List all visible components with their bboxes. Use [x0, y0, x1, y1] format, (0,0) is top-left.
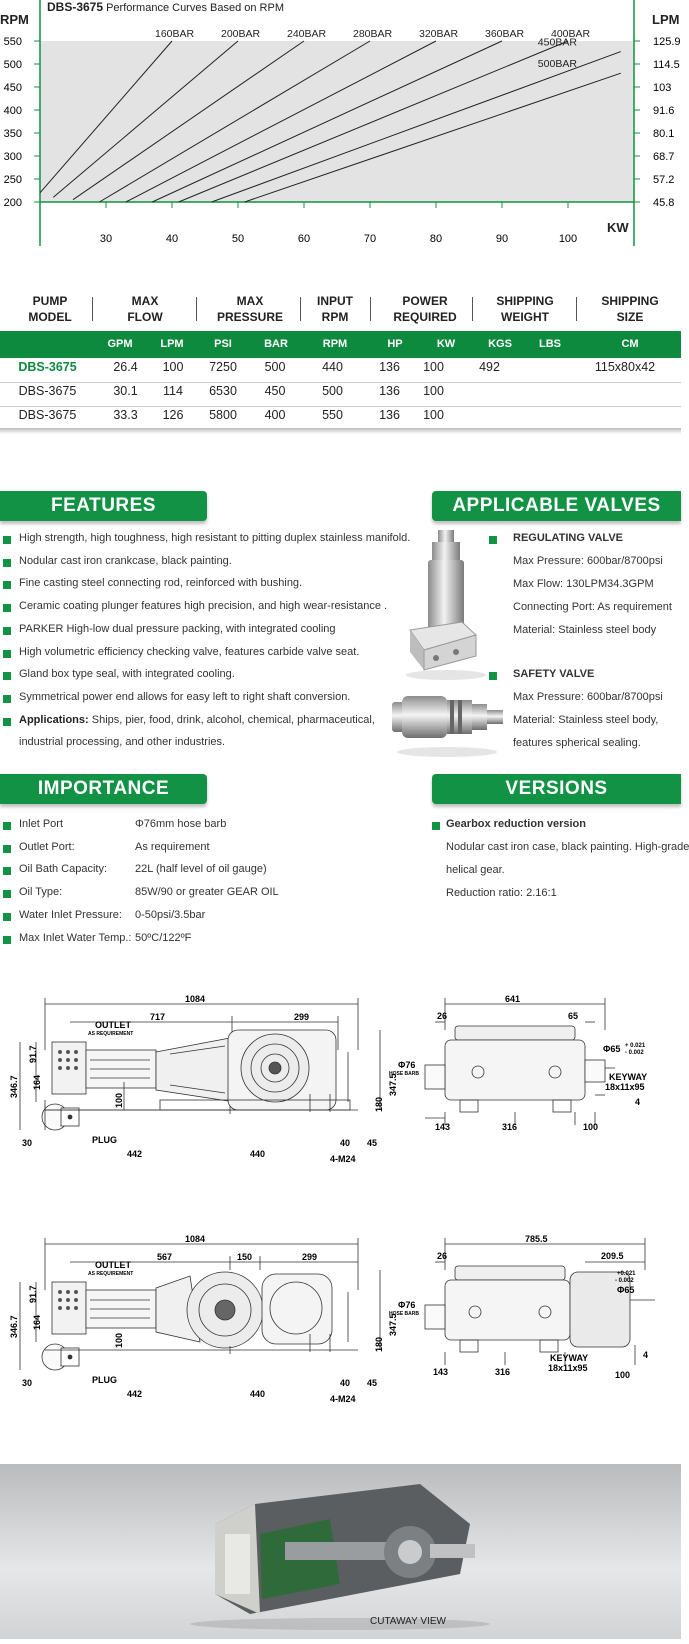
- dim-26: 26: [437, 1251, 448, 1261]
- bullet: [3, 867, 11, 875]
- feature-item: Fine casting steel connecting rod, reinforced with bushing.: [19, 577, 303, 590]
- series-label: 360BAR: [485, 28, 525, 40]
- y2-tick-label: 68.7: [653, 151, 675, 163]
- regulating-valve-image: [396, 530, 506, 680]
- dim-346-7: 346.7: [9, 1315, 19, 1338]
- plug-label: PLUG: [92, 1135, 118, 1145]
- row-divider: [0, 406, 681, 407]
- table-cell: 100: [423, 384, 444, 398]
- regulating-line: Max Flow: 130LPM34.3GPM: [513, 578, 654, 590]
- series-label: 320BAR: [419, 28, 459, 40]
- table-cell: 115x80x42: [594, 360, 656, 374]
- bullet: [3, 718, 11, 726]
- tol-plus: + 0.021: [625, 1043, 646, 1049]
- importance-value: 85W/90 or greater GEAR OIL: [135, 886, 279, 899]
- unit-cm: CM: [621, 338, 639, 350]
- unit-gpm: GPM: [107, 338, 133, 350]
- unit-psi: PSI: [214, 338, 232, 350]
- series-label: 240BAR: [287, 28, 327, 40]
- as-req-label: AS REQUIREMENT: [88, 1031, 134, 1037]
- phi-76: Φ76: [398, 1300, 416, 1310]
- feature-item: PARKER High-low dual pressure packing, with integrated cooling: [19, 622, 336, 635]
- table-cell: 136: [379, 360, 400, 374]
- table-cell: 7250: [209, 360, 237, 374]
- dim-316: 316: [495, 1367, 511, 1377]
- dim-total: 1084: [185, 994, 206, 1004]
- importance-value: 50ºC/122ºF: [135, 931, 192, 944]
- bullet: [432, 822, 440, 830]
- importance-value: Φ76mm hose barb: [135, 818, 227, 830]
- th-shipping-size: SHIPPING SIZE: [601, 294, 659, 324]
- tol-plus: +0.021: [617, 1271, 636, 1277]
- cutaway-image: [0, 1464, 681, 1639]
- unit-lbs: LBS: [539, 338, 561, 350]
- y2-tick-label: 103: [653, 82, 672, 94]
- dim-299: 299: [302, 1252, 318, 1262]
- x-tick-label: 60: [297, 233, 311, 245]
- table-cell: 136: [379, 384, 400, 398]
- unit-lpm: LPM: [160, 338, 184, 350]
- valves-banner: APPLICABLE VALVES: [432, 491, 681, 521]
- dim-785-5: 785.5: [525, 1234, 548, 1244]
- keyway-size: 18x11x95: [605, 1082, 645, 1092]
- safety-line: features spherical sealing.: [513, 737, 641, 749]
- dim-91-7: 91.7: [28, 1045, 38, 1063]
- applications-text: Ships, pier, food, drink, alcohol, chemical, pharmaceutical,: [91, 713, 375, 726]
- th-power-required: POWER REQUIRED: [393, 294, 457, 324]
- tol-minus: - 0.002: [615, 1278, 634, 1284]
- th-divider: [472, 297, 473, 321]
- x-tick-label: 70: [363, 233, 377, 245]
- table-model-cell: DBS-3675: [18, 408, 77, 422]
- dim-100: 100: [583, 1122, 599, 1132]
- cutaway-caption: CUTAWAY VIEW: [370, 1616, 446, 1627]
- y-tick-label: 450: [3, 82, 22, 94]
- keyway-label: KEYWAY: [550, 1353, 589, 1363]
- feature-item: Symmetrical power end allows for easy left to right shaft conversion.: [19, 690, 351, 703]
- y-tick-label: 300: [3, 151, 22, 163]
- th-divider: [300, 297, 301, 321]
- unit-kgs: KGS: [488, 338, 512, 350]
- y2-tick-label: 57.2: [653, 174, 675, 186]
- dim-65: 65: [568, 1011, 579, 1021]
- importance-label: Oil Type:: [19, 886, 63, 899]
- dim-143: 143: [435, 1122, 451, 1132]
- safety-valve-image: [392, 690, 507, 760]
- y-tick-label: 200: [3, 197, 22, 209]
- th-pump-model: PUMP MODEL: [28, 294, 72, 324]
- x-tick-label: 30: [99, 233, 113, 245]
- chart-svg: [0, 0, 681, 250]
- bullet: [3, 913, 11, 921]
- bullet: [3, 672, 11, 680]
- keyway-size: 18x11x95: [548, 1363, 588, 1373]
- th-shipping-weight: SHIPPING WEIGHT: [496, 294, 554, 324]
- dim-442: 442: [127, 1389, 143, 1399]
- regulating-valve-name: REGULATING VALVE: [513, 532, 623, 544]
- dim-347-5: 347.5: [388, 1073, 398, 1096]
- importance-value: 22L (half level of oil gauge): [135, 863, 267, 876]
- y2-tick-label: 125.9: [653, 36, 681, 48]
- applications-text-cont: industrial processing, and other industries.: [19, 736, 226, 749]
- dim-4: 4: [635, 1097, 641, 1107]
- y-tick-label: 550: [3, 36, 22, 48]
- x-tick-label: 100: [558, 233, 578, 245]
- drawing-side-view-2: [0, 1230, 400, 1410]
- bullet: [3, 890, 11, 898]
- dim-717: 717: [150, 1012, 166, 1022]
- y-tick-label: 250: [3, 174, 22, 186]
- unit-kw: KW: [436, 338, 456, 350]
- unit-hp: HP: [387, 338, 403, 350]
- safety-line: Max Pressure: 600bar/8700psi: [513, 691, 663, 703]
- bullet: [489, 536, 497, 544]
- table-cell: 126: [162, 408, 184, 422]
- table-cell: 30.1: [113, 384, 138, 398]
- dim-346-7: 346.7: [9, 1075, 19, 1098]
- table-cell: 114: [163, 384, 183, 398]
- y2-tick-label: 80.1: [653, 128, 675, 140]
- bullet: [3, 650, 11, 658]
- dim-316: 316: [502, 1122, 518, 1132]
- chart-title: [47, 0, 284, 14]
- importance-banner: IMPORTANCE: [0, 774, 207, 804]
- table-cell: 400: [264, 408, 286, 422]
- dim-45: 45: [367, 1138, 378, 1148]
- importance-label: Inlet Port: [19, 818, 64, 830]
- unit-rpm: RPM: [322, 338, 348, 350]
- table-cell: 550: [322, 408, 343, 422]
- dim-4-m24: 4-M24: [330, 1154, 356, 1164]
- dim-45: 45: [367, 1378, 378, 1388]
- dim-100: 100: [615, 1370, 631, 1380]
- row-divider: [0, 382, 681, 383]
- table-cell: 500: [322, 384, 343, 398]
- th-divider: [370, 297, 371, 321]
- series-label: 500BAR: [537, 58, 577, 71]
- table-cell: 450: [264, 384, 286, 398]
- table-model-cell: DBS-3675: [18, 384, 77, 398]
- series-label: 450BAR: [537, 36, 577, 49]
- phi-76: Φ76: [398, 1060, 416, 1070]
- x-tick-label: 80: [429, 233, 443, 245]
- bullet: [3, 695, 11, 703]
- dim-299: 299: [294, 1012, 310, 1022]
- series-label: 200BAR: [221, 28, 261, 40]
- bullet: [3, 604, 11, 612]
- dim-442: 442: [127, 1149, 143, 1159]
- regulating-line: Connecting Port: As requirement: [513, 601, 672, 613]
- performance-chart: [0, 0, 681, 250]
- table-cell: 33.3: [113, 408, 138, 422]
- dim-641: 641: [505, 994, 521, 1004]
- y-right-unit: LPM: [652, 12, 680, 27]
- x-tick-label: 90: [495, 233, 509, 245]
- bullet: [3, 845, 11, 853]
- dim-209-5: 209.5: [601, 1251, 624, 1261]
- cutaway-panel: [0, 1464, 681, 1639]
- applications-label: Applications:: [19, 713, 89, 726]
- table-model-cell: DBS-3675: [18, 360, 77, 374]
- version-name: Gearbox reduction version: [446, 818, 586, 830]
- dim-347-5: 347.5: [388, 1313, 398, 1336]
- series-label: 400BAR: [551, 28, 591, 40]
- safety-valve-name: SAFETY VALVE: [513, 668, 595, 680]
- feature-item: High volumetric efficiency checking valve, features carbide valve seat.: [19, 645, 360, 658]
- dim-100: 100: [114, 1332, 124, 1348]
- outlet-label: OUTLET: [95, 1020, 131, 1030]
- features-banner: FEATURES: [0, 491, 207, 521]
- importance-value: 0-50psi/3.5bar: [135, 908, 206, 921]
- table-cell: 100: [423, 360, 444, 374]
- regulating-line: Material: Stainless steel body: [513, 624, 657, 636]
- importance-label: Max Inlet Water Temp.:: [19, 931, 132, 944]
- dim-30: 30: [22, 1378, 33, 1388]
- dim-total: 1084: [185, 1234, 206, 1244]
- y-tick-label: 500: [3, 59, 22, 71]
- y-left-unit: RPM: [0, 12, 29, 27]
- bullet: [3, 627, 11, 635]
- dim-100: 100: [114, 1092, 124, 1108]
- feature-item: Gland box type seal, with integrated cooling.: [19, 668, 235, 681]
- bullet: [489, 672, 497, 680]
- dim-180: 180: [374, 1096, 384, 1112]
- version-line: Reduction ratio: 2.16:1: [446, 887, 557, 899]
- safety-line: Material: Stainless steel body,: [513, 714, 659, 726]
- dim-150: 150: [237, 1252, 253, 1262]
- th-input-rpm: INPUT RPM: [317, 294, 353, 324]
- bullet: [3, 536, 11, 544]
- dim-91-7: 91.7: [28, 1285, 38, 1303]
- hose-barb-label: HOSE BARB: [389, 1071, 420, 1077]
- feature-item: Nodular cast iron crankcase, black painting.: [19, 554, 232, 567]
- table-cell: 5800: [209, 408, 237, 422]
- dim-40: 40: [340, 1138, 351, 1148]
- importance-label: Oil Bath Capacity:: [19, 863, 108, 876]
- table-cell: 500: [264, 360, 286, 374]
- table-cell: 26.4: [113, 360, 138, 374]
- th-divider: [92, 297, 93, 321]
- plug-label: PLUG: [92, 1375, 118, 1385]
- dim-440: 440: [250, 1389, 266, 1399]
- bullet: [3, 581, 11, 589]
- table-cell: 136: [379, 408, 400, 422]
- series-label: 160BAR: [155, 28, 195, 40]
- importance-label: Water Inlet Pressure:: [19, 908, 122, 921]
- dim-164: 164: [32, 1074, 42, 1090]
- y2-tick-label: 91.6: [653, 105, 675, 117]
- table-cell: 6530: [209, 384, 237, 398]
- y-tick-label: 400: [3, 105, 22, 117]
- phi-65: Φ65: [603, 1044, 621, 1054]
- feature-item: Ceramic coating plunger features high precision, and high wear-resistance .: [19, 600, 388, 613]
- applications-item: [19, 714, 375, 726]
- dim-180: 180: [374, 1336, 384, 1352]
- drawing-side-view-1: [0, 990, 400, 1170]
- tol-minus: - 0.002: [625, 1050, 644, 1056]
- table-cell: 492: [479, 360, 500, 374]
- bullet: [3, 936, 11, 944]
- x-tick-label: 40: [165, 233, 179, 245]
- table-cell: 440: [322, 360, 343, 374]
- x-unit: KW: [607, 220, 629, 235]
- dim-567: 567: [157, 1252, 173, 1262]
- x-tick-label: 50: [231, 233, 245, 245]
- keyway-label: KEYWAY: [609, 1072, 648, 1082]
- dim-26: 26: [437, 1011, 448, 1021]
- as-req-label: AS REQUIREMENT: [88, 1271, 134, 1277]
- dim-40: 40: [340, 1378, 351, 1388]
- regulating-line: Max Pressure: 600bar/8700psi: [513, 555, 663, 567]
- table-shadow: [0, 428, 681, 434]
- dim-143: 143: [433, 1367, 449, 1377]
- table-cell: 100: [162, 360, 184, 374]
- th-max-pressure: MAX PRESSURE: [216, 294, 284, 324]
- dim-164: 164: [32, 1314, 42, 1330]
- dim-4-m24: 4-M24: [330, 1394, 356, 1404]
- series-label: 280BAR: [353, 28, 393, 40]
- feature-item: High strength, high toughness, high resistant to pitting duplex stainless manifold.: [19, 532, 411, 544]
- th-max-flow: MAX FLOW: [127, 294, 163, 324]
- phi-65: Φ65: [617, 1285, 635, 1295]
- chart-model: DBS-3675: [47, 0, 104, 14]
- th-divider: [196, 297, 197, 321]
- dim-440: 440: [250, 1149, 266, 1159]
- unit-bar: BAR: [264, 338, 288, 350]
- y2-tick-label: 114.5: [653, 59, 680, 71]
- outlet-label: OUTLET: [95, 1260, 131, 1270]
- table-cell: 100: [423, 408, 444, 422]
- hose-barb-label: HOSE BARB: [389, 1311, 420, 1317]
- importance-value: As requirement: [135, 840, 210, 853]
- th-divider: [576, 297, 577, 321]
- chart-subtitle: Performance Curves Based on RPM: [106, 2, 285, 14]
- dim-30: 30: [22, 1138, 33, 1148]
- version-line: helical gear.: [446, 864, 505, 876]
- bullet: [3, 559, 11, 567]
- importance-label: Outlet Port:: [19, 840, 75, 853]
- version-line: Nodular cast iron case, black painting. High-grade: [446, 841, 689, 853]
- versions-banner: VERSIONS: [432, 774, 681, 804]
- bullet: [3, 822, 11, 830]
- dim-4: 4: [643, 1350, 649, 1360]
- y2-tick-label: 45.8: [653, 197, 675, 209]
- y-tick-label: 350: [3, 128, 22, 140]
